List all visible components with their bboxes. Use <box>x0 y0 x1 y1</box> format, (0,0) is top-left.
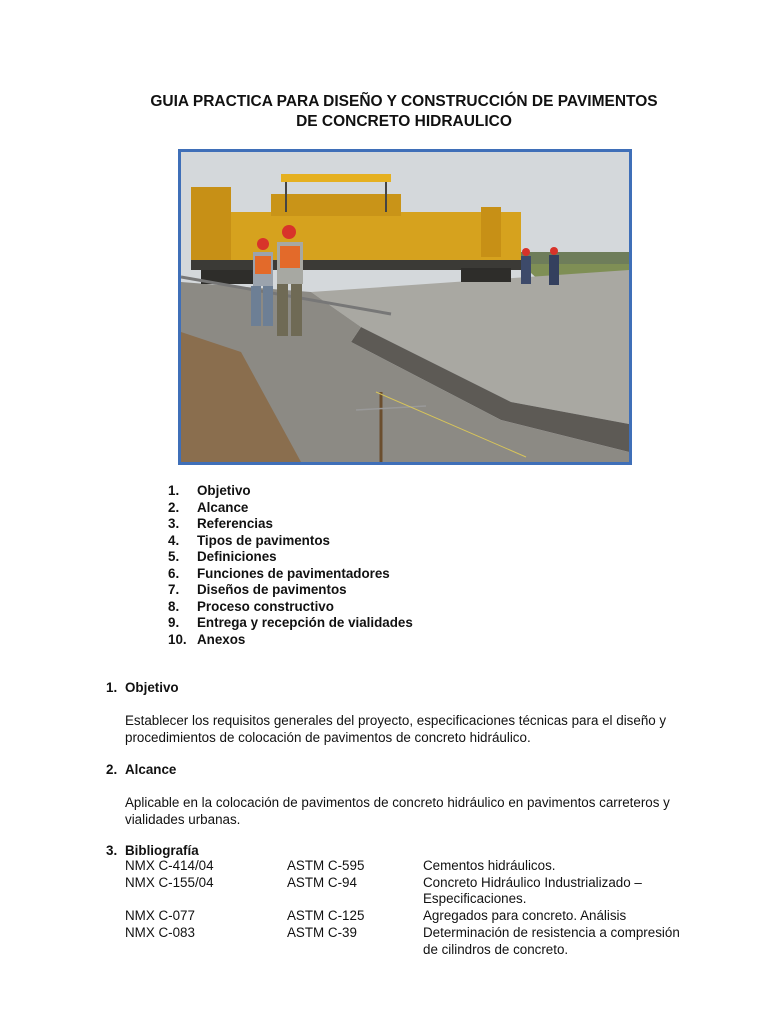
table-row <box>125 858 683 875</box>
toc-item-label: Definiciones <box>197 549 277 564</box>
reference-description: Concreto Hidráulico Industrializado – Especificaciones. <box>423 874 642 907</box>
toc-item-label: Objetivo <box>197 483 251 498</box>
section-text-objetivo: Establecer los requisitos generales del proyecto, especificaciones técnicas para el diseño y procedimientos de colocación de pavimentos de concreto hidráulico. <box>125 713 667 745</box>
section-title: Objetivo <box>125 680 179 695</box>
nmx-code: NMX C-414/04 <box>125 858 214 873</box>
toc-item-label: Referencias <box>197 516 273 531</box>
section-heading-alcance <box>106 761 176 778</box>
toc-item-label: Alcance <box>197 499 249 515</box>
toc-item-label: Funciones de pavimentadores <box>197 565 390 581</box>
paving-photo-illustration <box>181 152 629 462</box>
title-line-2: DE CONCRETO HIDRAULICO <box>296 113 512 130</box>
toc-item-number: 8. <box>168 598 180 614</box>
toc-item <box>168 632 413 649</box>
table-row <box>125 908 683 925</box>
toc-item-label: Entrega y recepción de vialidades <box>197 615 413 630</box>
toc-item <box>168 582 413 599</box>
astm-code: ASTM C-125 <box>287 908 365 924</box>
paving-photo <box>178 149 632 465</box>
section-number: 1. <box>106 680 118 695</box>
toc-item-number: 6. <box>168 565 180 581</box>
toc-item-number: 4. <box>168 532 180 548</box>
table-of-contents <box>168 483 413 648</box>
toc-item <box>168 533 413 550</box>
toc-item <box>168 483 413 500</box>
toc-item-number: 9. <box>168 615 180 630</box>
toc-item-label: Tipos de pavimentos <box>197 532 330 548</box>
toc-item <box>168 516 413 533</box>
section-text-alcance: Aplicable en la colocación de pavimentos de concreto hidráulico en pavimentos carreteros y vialidades urbanas. <box>125 795 670 827</box>
section-title: Bibliografía <box>125 843 199 858</box>
toc-item-label: Anexos <box>197 631 246 647</box>
toc-item-label: Proceso constructivo <box>197 598 334 614</box>
table-row <box>125 925 683 958</box>
reference-description: Cementos hidráulicos. <box>423 858 556 873</box>
toc-item-number: 3. <box>168 516 180 531</box>
document-title <box>100 92 708 132</box>
toc-item <box>168 566 413 583</box>
bibliography-table <box>125 858 683 958</box>
toc-item-number: 10. <box>168 631 187 647</box>
toc-item <box>168 500 413 517</box>
toc-item-number: 2. <box>168 499 180 515</box>
section-number: 2. <box>106 762 118 777</box>
section-title: Alcance <box>125 762 177 777</box>
nmx-code: NMX C-083 <box>125 924 195 940</box>
table-row <box>125 875 683 908</box>
astm-code: ASTM C-595 <box>287 858 365 873</box>
toc-item-number: 1. <box>168 483 180 498</box>
reference-description: Agregados para concreto. Análisis <box>423 908 627 924</box>
section-heading-bibliografia <box>106 842 199 859</box>
astm-code: ASTM C-94 <box>287 874 357 890</box>
reference-description: Determinación de resistencia a compresión de cilindros de concreto. <box>423 924 680 957</box>
toc-item <box>168 549 413 566</box>
title-line-1: GUIA PRACTICA PARA DISEÑO Y CONSTRUCCIÓN DE PAVIMENTOS <box>150 93 658 110</box>
nmx-code: NMX C-155/04 <box>125 874 214 890</box>
toc-item <box>168 599 413 616</box>
section-heading-objetivo <box>106 679 179 696</box>
nmx-code: NMX C-077 <box>125 908 195 924</box>
toc-item <box>168 615 413 632</box>
astm-code: ASTM C-39 <box>287 924 357 940</box>
toc-item-label: Diseños de pavimentos <box>197 582 347 597</box>
toc-item-number: 5. <box>168 549 180 564</box>
toc-item-number: 7. <box>168 582 180 597</box>
section-number: 3. <box>106 843 118 858</box>
